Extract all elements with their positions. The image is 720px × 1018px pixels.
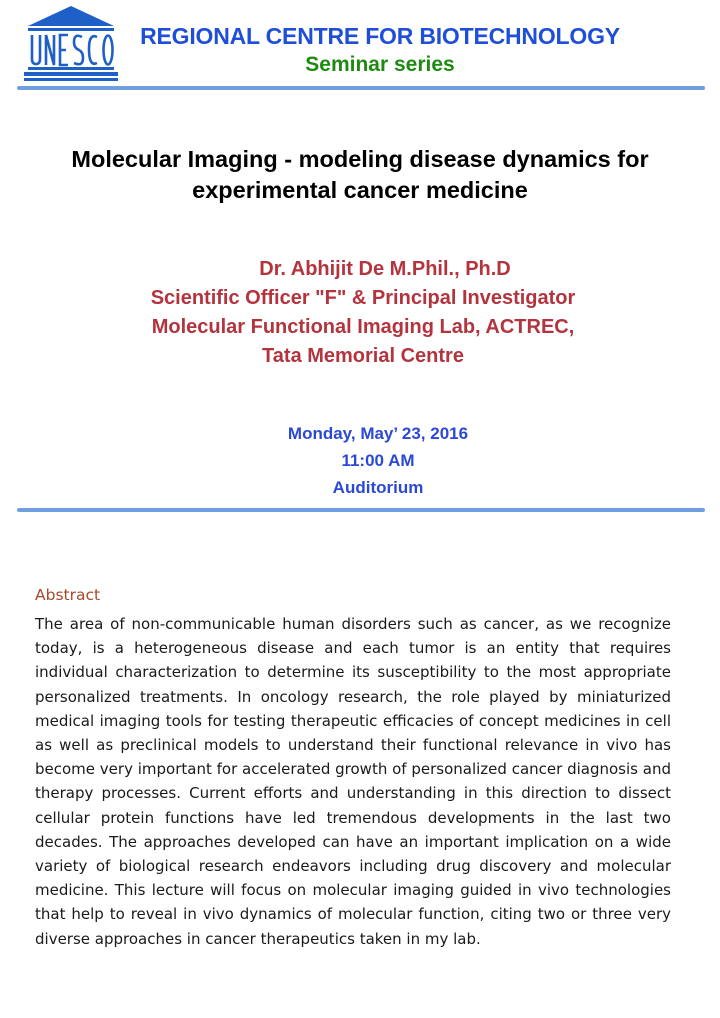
speaker-position: Scientific Officer "F" & Principal Investigator [150, 287, 576, 309]
event-details [0, 420, 720, 501]
abstract-heading: Abstract [35, 586, 101, 604]
event-venue: Auditorium [332, 478, 424, 497]
talk-title-line-1: Molecular Imaging - modeling disease dynamics for [71, 146, 649, 172]
unesco-temple-logo-icon [24, 4, 118, 82]
organization-title: REGIONAL CENTRE FOR BIOTECHNOLOGY [140, 23, 620, 49]
abstract-text: The area of non-communicable human disorders such as cancer, as we recognize today, is a heterogeneous disease and each tumor is an entity that requires individual characterization to determine its susceptibility to the most appropriate personalized treatments. In oncology research, the role played by miniaturized medical imaging tools for testing therapeutic efficacies of concept medicines in cell as well as preclinical models to understand their functional relevance in vivo has become very important for accelerated growth of personalized cancer diagnosis and therapy processes. Current efforts and understanding in this direction to dissect cellular protein functions have led tremendous developments in the last two decades. The approaches developed can have an important implication on a wide variety of biological research endeavors including drug discovery and molecular medicine. This lecture will focus on molecular imaging guided in vivo technologies that help to reveal in vivo dynamics of molecular function, citing two or three very diverse approaches in cancer therapeutics taken in my lab. [35, 615, 671, 948]
event-time: 11:00 AM [341, 451, 415, 470]
section-divider [17, 508, 705, 512]
speaker-block [0, 255, 720, 371]
talk-title-line-2: experimental cancer medicine [192, 177, 528, 203]
unesco-logo [24, 4, 118, 82]
seminar-series-label: Seminar series [305, 53, 455, 76]
speaker-institute: Tata Memorial Centre [262, 345, 464, 367]
talk-title [0, 144, 720, 206]
speaker-name: Dr. Abhijit De M.Phil., Ph.D [259, 258, 511, 280]
speaker-lab: Molecular Functional Imaging Lab, ACTREC, [151, 316, 575, 338]
event-date: Monday, May’ 23, 2016 [287, 424, 469, 443]
header-divider [17, 86, 705, 90]
